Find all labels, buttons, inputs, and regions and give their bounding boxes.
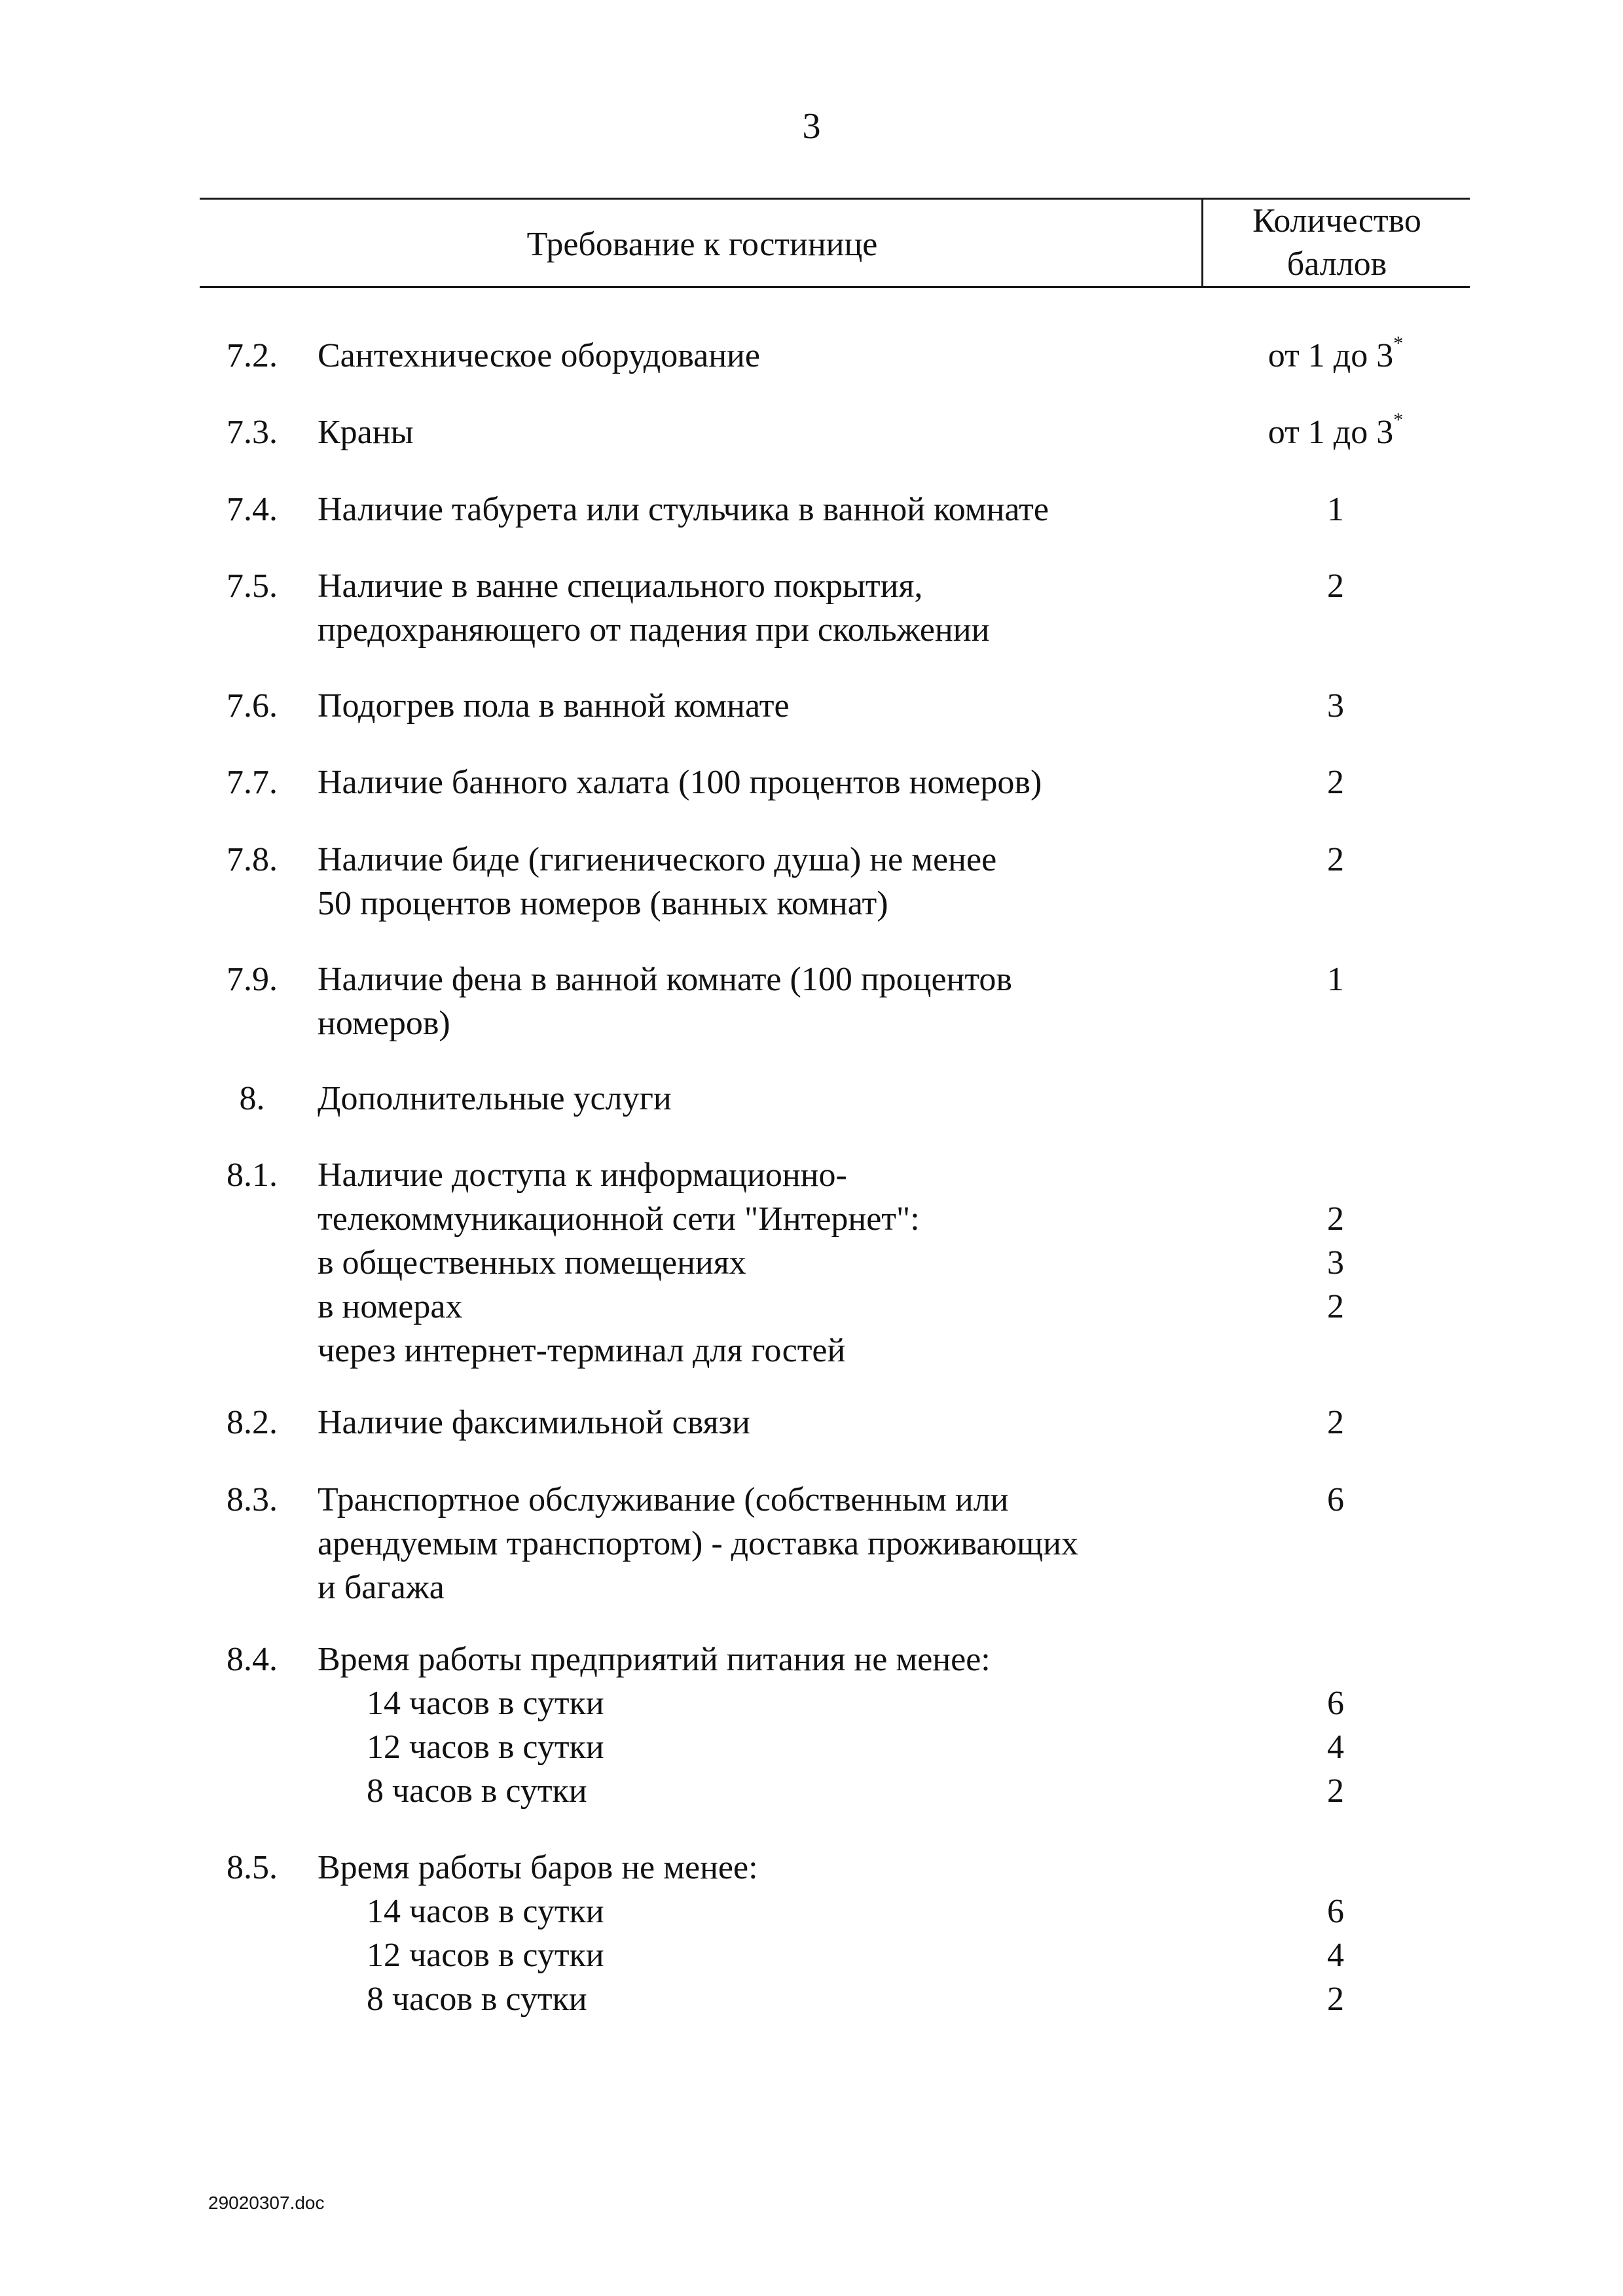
points-value [1244, 1638, 1427, 1681]
row-points [1244, 1638, 1427, 1813]
points-value-text: 2 [1327, 567, 1344, 605]
row-number: 7.9. [227, 961, 278, 998]
points-value [1244, 1401, 1427, 1444]
requirement-line: Сантехническое оборудование [318, 337, 760, 374]
points-value [1244, 1197, 1427, 1241]
points-value-text: 3 [1327, 1244, 1344, 1282]
column-header-points-line1: Количество [1252, 202, 1421, 240]
row-points [1244, 410, 1427, 454]
column-header-points-line2: баллов [1286, 245, 1387, 283]
points-value [1244, 1933, 1427, 1977]
points-value [1244, 761, 1427, 804]
points-value [1244, 1681, 1427, 1725]
requirement-line: 14 часов в сутки [367, 1893, 604, 1930]
requirement-line: в общественных помещениях [318, 1244, 746, 1282]
points-value [1244, 958, 1427, 1001]
row-number: 7.4. [227, 491, 278, 528]
points-value-text: 6 [1327, 1481, 1344, 1518]
column-header-requirement: Требование к гостинице [526, 226, 878, 263]
points-value [1244, 1846, 1427, 1890]
points-value [1244, 1769, 1427, 1813]
requirement-line: Наличие табурета или стульчика в ванной комнате [318, 491, 1049, 528]
points-value [1244, 410, 1427, 454]
row-requirement-text [318, 1478, 1221, 1609]
row-points [1244, 1478, 1427, 1522]
footer-filename: 29020307.doc [208, 2193, 325, 2213]
row-number: 8.2. [227, 1404, 278, 1441]
requirement-line: 14 часов в сутки [367, 1685, 604, 1722]
row-requirement-text [318, 1153, 1221, 1372]
points-value [1244, 1153, 1427, 1197]
requirement-line: 50 процентов номеров (ванных комнат) [318, 885, 888, 922]
requirement-line: Время работы баров не менее: [318, 1849, 758, 1886]
points-value [1244, 334, 1427, 378]
points-value-text: 2 [1327, 764, 1344, 801]
points-value-text: от 1 до 3 [1267, 414, 1394, 451]
points-value-text: 4 [1327, 1937, 1344, 1974]
requirement-line: Наличие банного халата (100 процентов номеров) [318, 764, 1042, 801]
requirement-line: в номерах [318, 1288, 463, 1325]
requirement-line: предохраняющего от падения при скольжении [318, 611, 990, 649]
header-column-divider [1201, 198, 1203, 288]
points-value [1244, 1725, 1427, 1769]
points-value [1244, 1977, 1427, 2021]
requirement-line: Наличие факсимильной связи [318, 1404, 750, 1441]
footnote-mark: * [1393, 409, 1404, 431]
points-value-text: 6 [1327, 1685, 1344, 1722]
points-value-text: 4 [1327, 1729, 1344, 1766]
points-value-text: 2 [1327, 1288, 1344, 1325]
points-value [1244, 488, 1427, 531]
points-value-text: 2 [1327, 1200, 1344, 1238]
requirement-line: Наличие доступа к информационно- [318, 1157, 847, 1194]
column-header-points [1206, 200, 1468, 286]
row-number: 8. [239, 1080, 265, 1117]
points-value [1244, 1478, 1427, 1522]
row-requirement-text [318, 410, 1221, 454]
row-requirement-text [318, 1401, 1221, 1444]
row-number: 8.5. [227, 1849, 278, 1886]
points-value-text: 6 [1327, 1893, 1344, 1930]
row-number: 7.3. [227, 414, 278, 451]
row-number: 7.6. [227, 687, 278, 725]
points-value [1244, 1285, 1427, 1329]
points-value-text: 2 [1327, 841, 1344, 878]
row-points [1244, 684, 1427, 728]
row-number: 8.3. [227, 1481, 278, 1518]
requirement-line: Подогрев пола в ванной комнате [318, 687, 790, 725]
points-value-text: 2 [1327, 1404, 1344, 1441]
requirement-line: Дополнительные услуги [318, 1080, 672, 1117]
requirement-line: арендуемым транспортом) - доставка проживающих [318, 1525, 1079, 1562]
header-bottom-rule [200, 286, 1470, 288]
page-number: 3 [802, 106, 821, 147]
footnote-mark: * [1393, 332, 1404, 354]
requirement-line: Наличие биде (гигиенического душа) не менее [318, 841, 997, 878]
points-value-text: 3 [1327, 687, 1344, 725]
requirement-line: Краны [318, 414, 414, 451]
requirement-line: через интернет-терминал для гостей [318, 1332, 846, 1369]
requirement-line: Наличие в ванне специального покрытия, [318, 567, 923, 605]
points-value [1244, 564, 1427, 608]
requirement-line: 12 часов в сутки [367, 1937, 604, 1974]
row-number: 7.2. [227, 337, 278, 374]
row-requirement-text [318, 958, 1221, 1045]
row-requirement-text [318, 1077, 1221, 1121]
row-number: 7.5. [227, 567, 278, 605]
requirement-line: 8 часов в сутки [367, 1981, 587, 2018]
row-points [1244, 958, 1427, 1001]
row-points [1244, 564, 1427, 608]
row-points [1244, 334, 1427, 378]
requirement-line: номеров) [318, 1005, 450, 1042]
row-requirement-text [318, 1846, 1221, 2021]
points-value-text: 1 [1327, 961, 1344, 998]
points-value [1244, 684, 1427, 728]
row-points [1244, 1846, 1427, 2021]
row-points [1244, 488, 1427, 531]
points-value-text: 2 [1327, 1772, 1344, 1810]
points-value [1244, 838, 1427, 882]
row-number: 7.8. [227, 841, 278, 878]
row-requirement-text [318, 334, 1221, 378]
row-requirement-text [318, 488, 1221, 531]
requirement-line: Наличие фена в ванной комнате (100 процентов [318, 961, 1012, 998]
points-value [1244, 1890, 1427, 1933]
row-requirement-text [318, 564, 1221, 652]
points-value-text: 2 [1327, 1981, 1344, 2018]
row-points [1244, 1153, 1427, 1329]
row-requirement-text [318, 761, 1221, 804]
requirement-line: 12 часов в сутки [367, 1729, 604, 1766]
points-value-text: 1 [1327, 491, 1344, 528]
requirement-line: телекоммуникационной сети "Интернет": [318, 1200, 920, 1238]
points-value-text: от 1 до 3 [1267, 337, 1394, 374]
requirement-line: Время работы предприятий питания не менее: [318, 1641, 991, 1678]
row-requirement-text [318, 1638, 1221, 1813]
row-requirement-text [318, 684, 1221, 728]
row-points [1244, 1401, 1427, 1444]
row-points [1244, 838, 1427, 882]
requirement-line: 8 часов в сутки [367, 1772, 587, 1810]
points-value [1244, 1241, 1427, 1285]
requirement-line: и багажа [318, 1569, 445, 1606]
row-points [1244, 761, 1427, 804]
row-number: 7.7. [227, 764, 278, 801]
row-number: 8.4. [227, 1641, 278, 1678]
row-requirement-text [318, 838, 1221, 925]
row-number: 8.1. [227, 1157, 278, 1194]
requirement-line: Транспортное обслуживание (собственным или [318, 1481, 1009, 1518]
